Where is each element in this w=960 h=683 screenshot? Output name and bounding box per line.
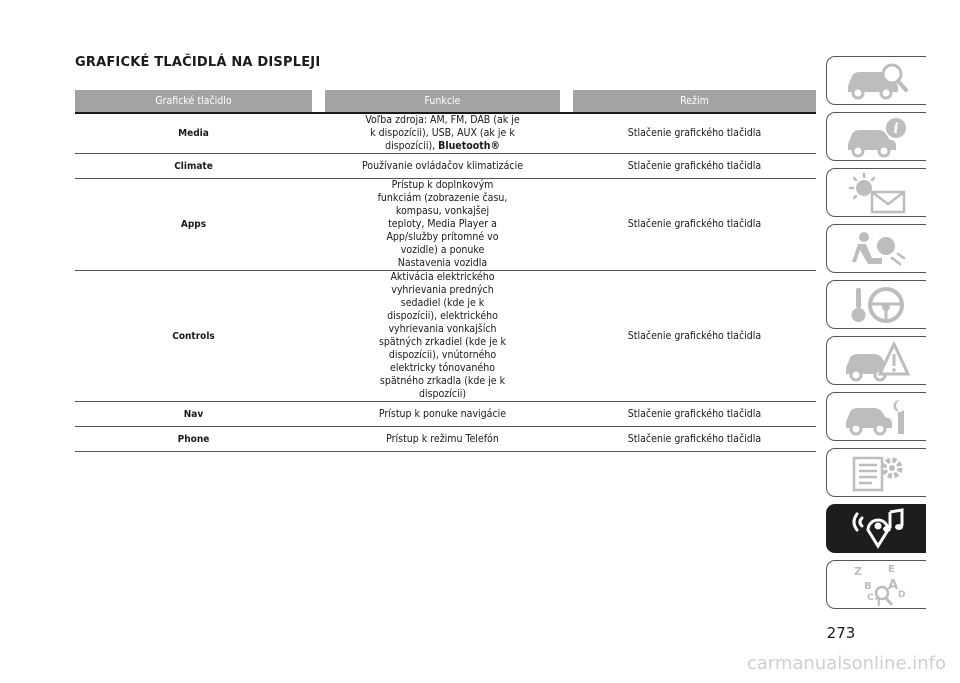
column-header-button: Grafické tlačidlo [75,90,312,114]
chapter-tab-index[interactable] [826,560,926,609]
index-letter: D [897,589,905,600]
chapter-tab-warning-lights[interactable] [826,168,926,217]
button-name-cell: Nav [75,402,312,427]
graphic-buttons-table [75,90,816,452]
car-search-icon [842,60,912,102]
table-row [75,271,816,402]
function-cell: Aktivácia elektrického vyhrievania predných sedadiel (kde je k dispozícii), elektrického vyhrievania vonkajších spätných zrkadiel (kde je k dispozícii), vnútorného elektricky tónovaného spätného zrkadla (kde je k dispozícii) [312,271,573,402]
table-row [75,427,816,452]
button-name-cell: Controls [75,271,312,402]
table-row [75,114,816,154]
mode-cell: Stlačenie grafického tlačidla [573,427,816,452]
car-warning-triangle-icon [842,340,912,382]
specifications-gear-icon [842,452,912,494]
index-letter: C [866,592,874,603]
function-cell: Prístup k doplnkovým funkciám (zobrazenie času, kompasu, vonkajšej teploty, Media Player a App/služby prítomné vo vozidle) a ponuke Nastavenia vozidla [312,179,573,271]
index-letter: Z [853,564,862,578]
watermark: carmanualsonline.info [746,653,946,674]
car-info-icon [842,116,912,158]
index-letter: E [887,563,895,575]
chapter-tab-safety[interactable] [826,224,926,273]
table-row [75,179,816,271]
airbag-seat-icon [842,228,912,270]
warning-light-message-icon [842,172,912,214]
car-wrench-icon [842,396,912,438]
function-cell: Používanie ovládačov klimatizácie [312,154,573,179]
function-cell: Prístup k ponuke navigácie [312,402,573,427]
mode-cell: Stlačenie grafického tlačidla [573,154,816,179]
table-row [75,154,816,179]
chapter-tab-emergency[interactable] [826,336,926,385]
button-name-cell: Apps [75,179,312,271]
index-letter: T [874,595,883,607]
page-title: GRAFICKÉ TLAČIDLÁ NA DISPLEJI [75,55,321,70]
function-cell: Voľba zdroja: AM, FM, DAB (ak je k dispozícii), USB, AUX (ak je k dispozícii), Bluetooth® [312,114,573,154]
mode-cell: Stlačenie grafického tlačidla [573,402,816,427]
index-letter: B [863,580,872,592]
chapter-tab-starting[interactable] [826,280,926,329]
page-number: 273 [826,624,856,642]
chapter-tab-multimedia[interactable] [826,504,926,553]
table-header-row [75,90,816,114]
chapter-tabs [826,56,928,616]
index-search-icon [842,563,912,607]
mode-cell: Stlačenie grafického tlačidla [573,114,816,154]
mode-cell: Stlačenie grafického tlačidla [573,179,816,271]
table-row [75,402,816,427]
index-letter: A [887,577,898,593]
chapter-tab-car-search[interactable] [826,56,926,105]
chapter-tab-specifications[interactable] [826,448,926,497]
button-name-cell: Media [75,114,312,154]
button-name-cell: Phone [75,427,312,452]
multimedia-music-icon [842,508,912,550]
svg-text:i: i [892,120,899,137]
function-cell: Prístup k režimu Telefón [312,427,573,452]
column-header-mode: Režim [573,90,816,114]
button-name-cell: Climate [75,154,312,179]
column-header-function: Funkcie [325,90,560,114]
chapter-tab-car-info[interactable] [826,112,926,161]
mode-cell: Stlačenie grafického tlačidla [573,271,816,402]
chapter-tab-maintenance[interactable] [826,392,926,441]
key-steering-wheel-icon [842,284,912,326]
